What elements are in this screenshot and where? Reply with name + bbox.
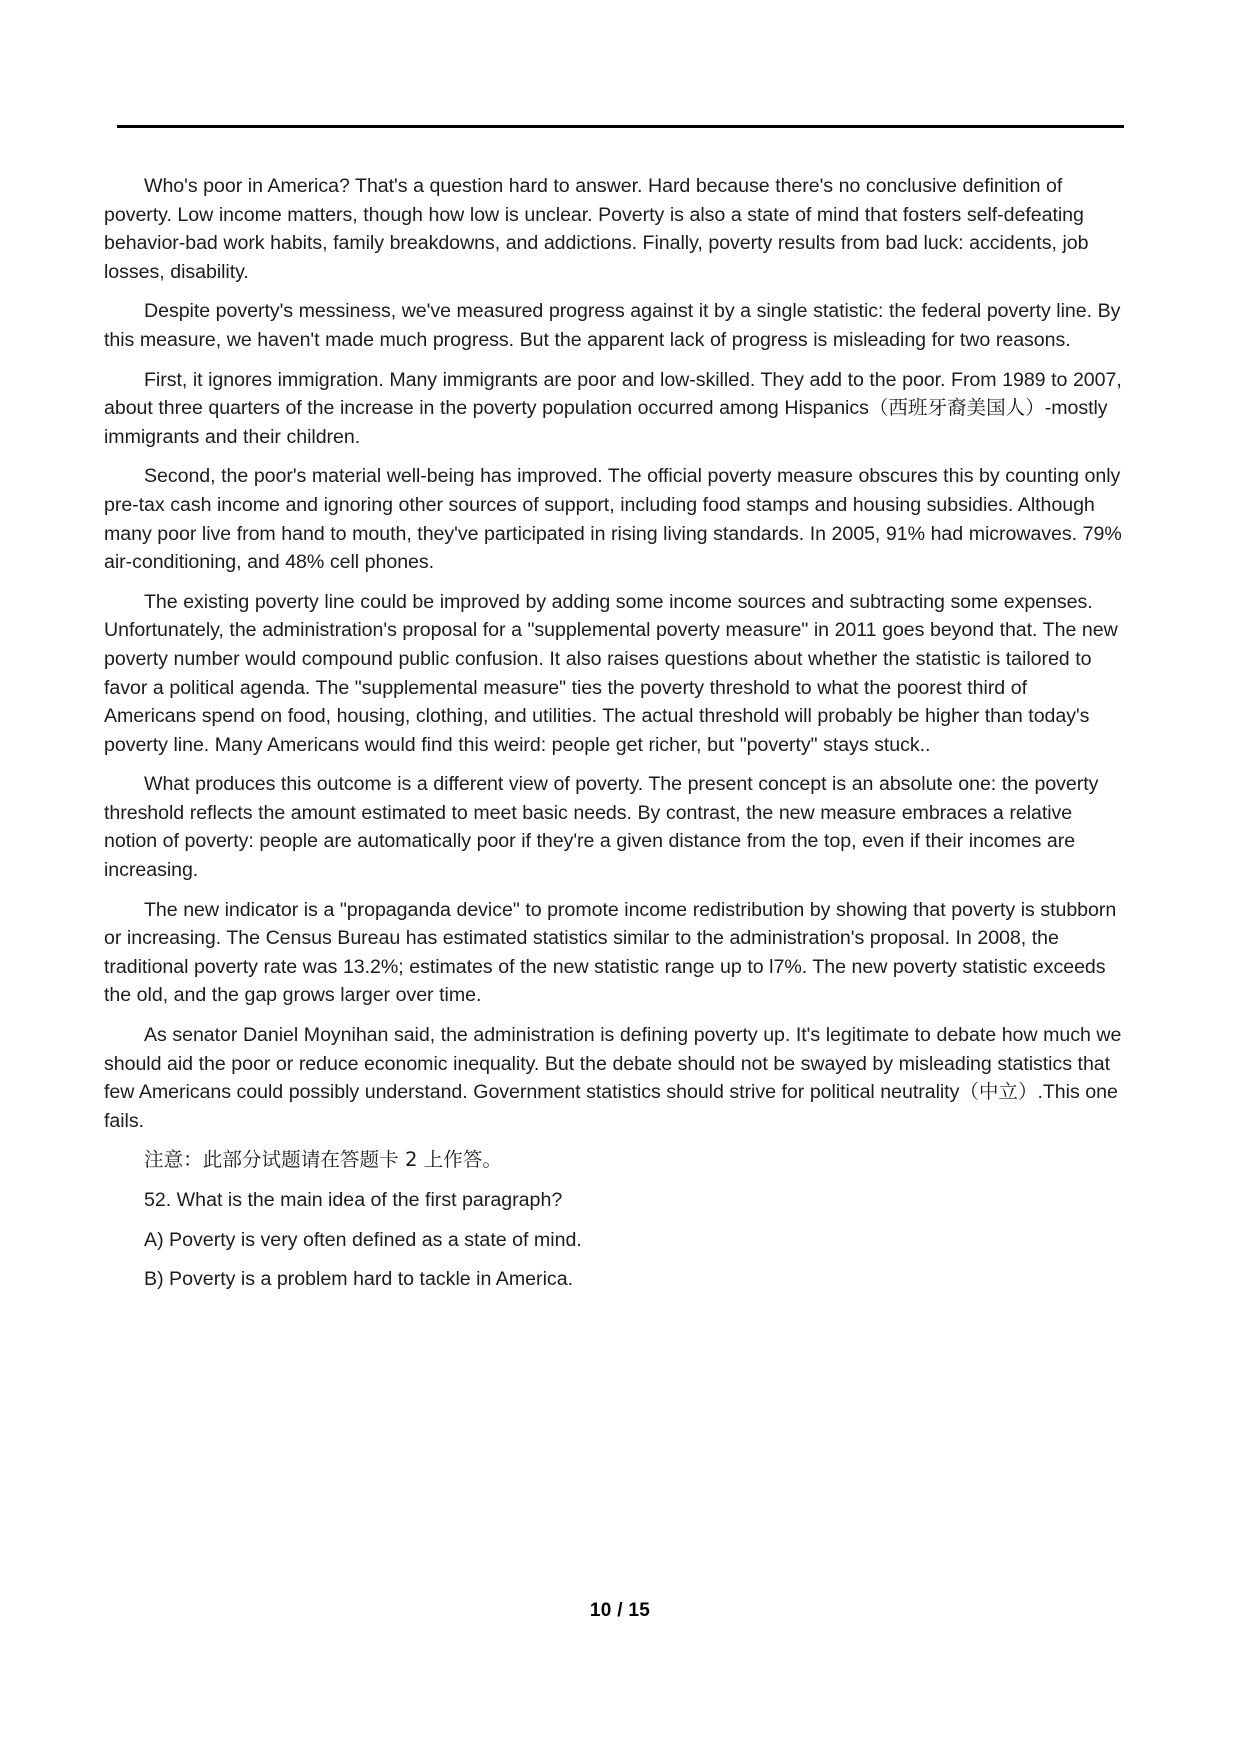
paragraph-3: First, it ignores immigration. Many immigrants are poor and low-skilled. They add to the poor. From 1989 to 2007, about three quarters of the increase in the poverty population occurred among Hispanics（西班牙裔美国人）-mostly immigrants and their children. (104, 368, 1122, 448)
paragraph-8: As senator Daniel Moynihan said, the administration is defining poverty up. It's legitimate to debate how much we should aid the poor or reduce economic inequality. But the debate should not be swayed by misleading statistics that few Americans could possibly understand. Government statistics should strive for political neutrality（中立）.This one fails. (104, 1024, 1122, 1132)
paragraph-7: The new indicator is a "propaganda device" to promote income redistribution by showing that poverty is stubborn or increasing. The Census Bureau has estimated statistics similar to the administration's proposal. In 2008, the traditional poverty rate was 13.2%; estimates of the new statistic range up to l7%. The new poverty statistic exceeds the old, and the gap grows larger over time. (104, 898, 1117, 1007)
paragraph-1: Who's poor in America? That's a question hard to answer. Hard because there's no conclusive definition of poverty. Low income matters, though how low is unclear. Poverty is also a state of mind that fosters self-defeating behavior-bad work habits, family breakdowns, and addictions. Finally, poverty results from bad luck: accidents, job losses, disability. (104, 175, 1089, 283)
paragraph-4: Second, the poor's material well-being has improved. The official poverty measure obscures this by counting only pre-tax cash income and ignoring other sources of support, including food stamps and housing subsidies. Although many poor live from hand to mouth, they've participated in rising living standards. In 2005, 91% had microwaves. 79% air-conditioning, and 48% cell phones. (104, 465, 1122, 574)
paragraph-6: What produces this outcome is a different view of poverty. The present concept is an absolute one: the poverty threshold reflects the amount estimated to meet basic needs. By contrast, the new measure embraces a relative notion of poverty: people are automatically poor if they're a given distance from the top, even if their incomes are increasing. (104, 773, 1099, 882)
document-body (104, 172, 1122, 1305)
header-divider-rule (117, 125, 1124, 128)
paragraph-2: Despite poverty's messiness, we've measured progress against it by a single statistic: the federal poverty line. By this measure, we haven't made much progress. But the apparent lack of progress is misleading for two reasons. (104, 300, 1121, 351)
question-52: 52. What is the main idea of the first paragraph? (144, 1189, 563, 1211)
instruction-note: 注意：此部分试题请在答题卡 2 上作答。 (144, 1148, 503, 1172)
option-b[interactable]: B) Poverty is a problem hard to tackle in America. (144, 1268, 574, 1291)
paragraph-5: The existing poverty line could be improved by adding some income sources and subtracting some expenses. Unfortunately, the administration's proposal for a "supplemental poverty measure" in 2011 goes beyond that. The new poverty number would compound public confusion. It also raises questions about whether the statistic is tailored to favor a political agenda. The "supplemental measure" ties the poverty threshold to what the poorest third of Americans spend on food, housing, clothing, and utilities. The actual threshold will probably be higher than today's poverty line. Many Americans would find this weird: people get richer, but "poverty" stays stuck.. (104, 590, 1118, 756)
page-number: 10 / 15 (589, 1600, 651, 1621)
option-a[interactable]: A) Poverty is very often defined as a state of mind. (144, 1228, 582, 1251)
